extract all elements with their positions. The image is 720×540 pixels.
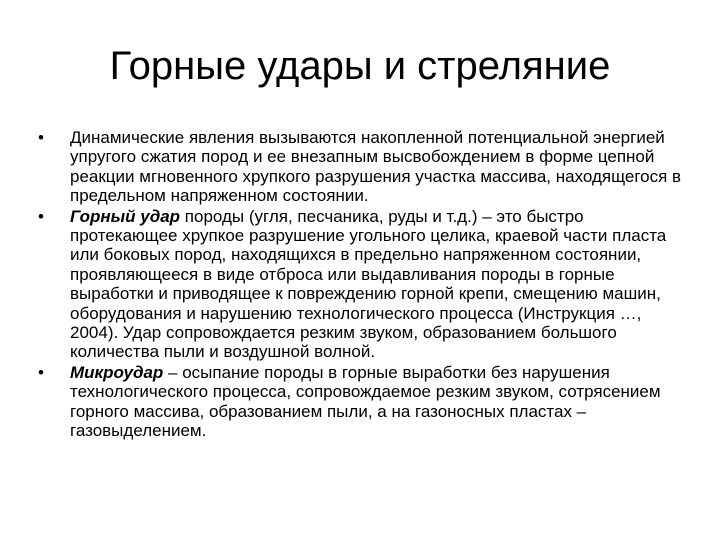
bullet-item-micro-burst bbox=[36, 363, 686, 441]
slide-title: Горные удары и стреляние bbox=[109, 44, 611, 88]
bullet-text: Динамические явления вызываются накопленной потенциальной энергией упругого сжатия пород и ее внезапным высвобождением в форме цепной реакции мгновенного хрупкого разрушения участка массива, находящегося в предельном напряженном состоянии. bbox=[70, 128, 682, 206]
bullet-icon: • bbox=[38, 128, 44, 147]
bullet-icon: • bbox=[38, 362, 44, 382]
bullet-item-dynamic-phenomena bbox=[36, 128, 686, 206]
bullet-text: – осыпание породы в горные выработки без нарушения технологического процесса, сопровождаемое резким звуком, сотрясением горного массива, образованием пыли, а на газоносных пластах – газовыделением. bbox=[70, 362, 661, 441]
bullet-term: Микроудар bbox=[70, 362, 164, 382]
bullet-icon: • bbox=[38, 206, 44, 226]
bullet-item-rock-burst bbox=[36, 207, 686, 362]
bullet-list bbox=[36, 128, 686, 442]
bullet-term: Горный удар bbox=[70, 206, 181, 226]
bullet-text: породы (угля, песчаника, руды и т.д.) – это быстро протекающее хрупкое разрушение угольного целика, краевой части пласта или боковых пород, находящихся в предельно напряженном состоянии, проявляющееся в виде отброса или выдавливания породы в горные выработки и приводящее к повреждению горной крепи, смещению машин, оборудования и нарушению технологического процесса (Инструкция …, 2004). Удар сопровождается резким звуком, образованием большого количества пыли и воздушной волной. bbox=[70, 206, 667, 362]
